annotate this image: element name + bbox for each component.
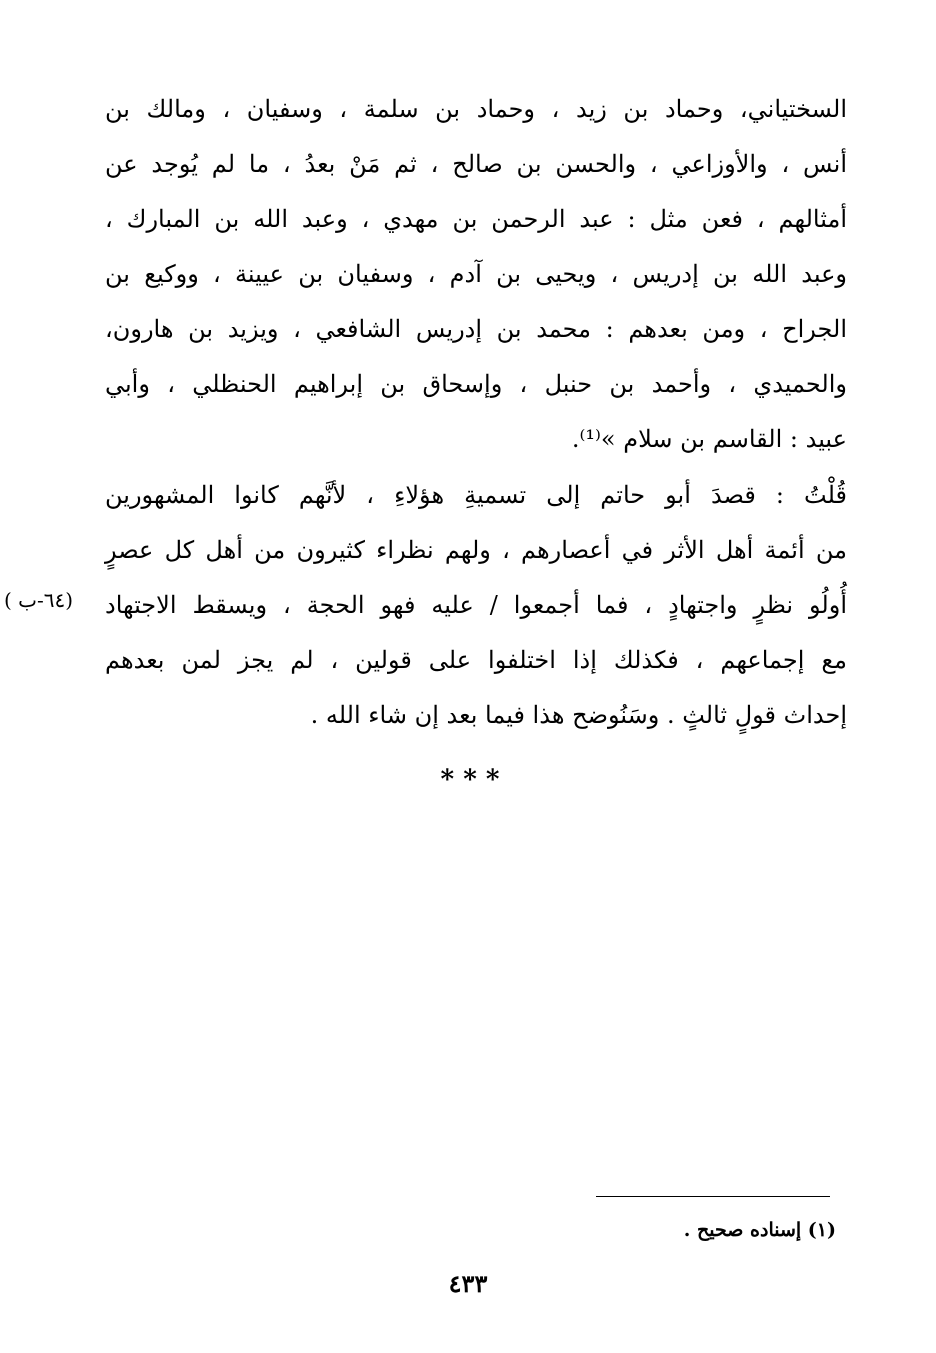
- text-line: وعبد الله بن إدريس ، ويحيى بن آدم ، وسفيان بن عيينة ، ووكيع بن: [105, 260, 847, 288]
- text-line: عبيد : القاسم بن سلام »⁽¹⁾.: [571, 425, 847, 453]
- paragraph-2: [105, 468, 847, 743]
- text-line: إحداث قولٍ ثالثٍ . وسَنُوضح هذا فيما بعد إن شاء الله .: [310, 701, 847, 729]
- margin-manuscript-reference: (٦٤-ب ): [4, 588, 74, 612]
- section-separator: * * *: [440, 765, 500, 795]
- text-line: أمثالهم ، فعن مثل : عبد الرحمن بن مهدي ، وعبد الله بن المبارك ،: [105, 205, 847, 233]
- paragraph-1: [105, 82, 847, 467]
- text-line: أنس ، والأوزاعي ، والحسن بن صالح ، ثم مَنْ بعدُ ، ما لم يُوجد عن: [105, 150, 847, 178]
- page-number: ٤٣٣: [448, 1269, 488, 1298]
- text-line: والحميدي ، وأحمد بن حنبل ، وإسحاق بن إبراهيم الحنظلي ، وأبي: [105, 370, 847, 398]
- text-line: مع إجماعهم ، فكذلك إذا اختلفوا على قولين ، لم يجز لمن بعدهم: [105, 646, 847, 674]
- footnote-divider: [596, 1196, 830, 1197]
- text-line: من أئمة أهل الأثر في أعصارهم ، ولهم نظراء كثيرون من أهل كل عصرٍ: [105, 536, 847, 564]
- text-line: قُلْتُ : قصدَ أبو حاتم إلى تسميةِ هؤلاءِ ، لأنَّهم كانوا المشهورين: [105, 481, 847, 509]
- text-line: أُولُو نظرٍ واجتهادٍ ، فما أجمعوا / عليه فهو الحجة ، ويسقط الاجتهاد: [105, 591, 847, 619]
- text-line: السختياني، وحماد بن زيد ، وحماد بن سلمة ، وسفيان ، ومالك بن: [105, 95, 847, 123]
- footnote: (١) إسناده صحيح .: [683, 1219, 836, 1241]
- text-line: الجراح ، ومن بعدهم : محمد بن إدريس الشافعي ، ويزيد بن هارون،: [105, 315, 847, 343]
